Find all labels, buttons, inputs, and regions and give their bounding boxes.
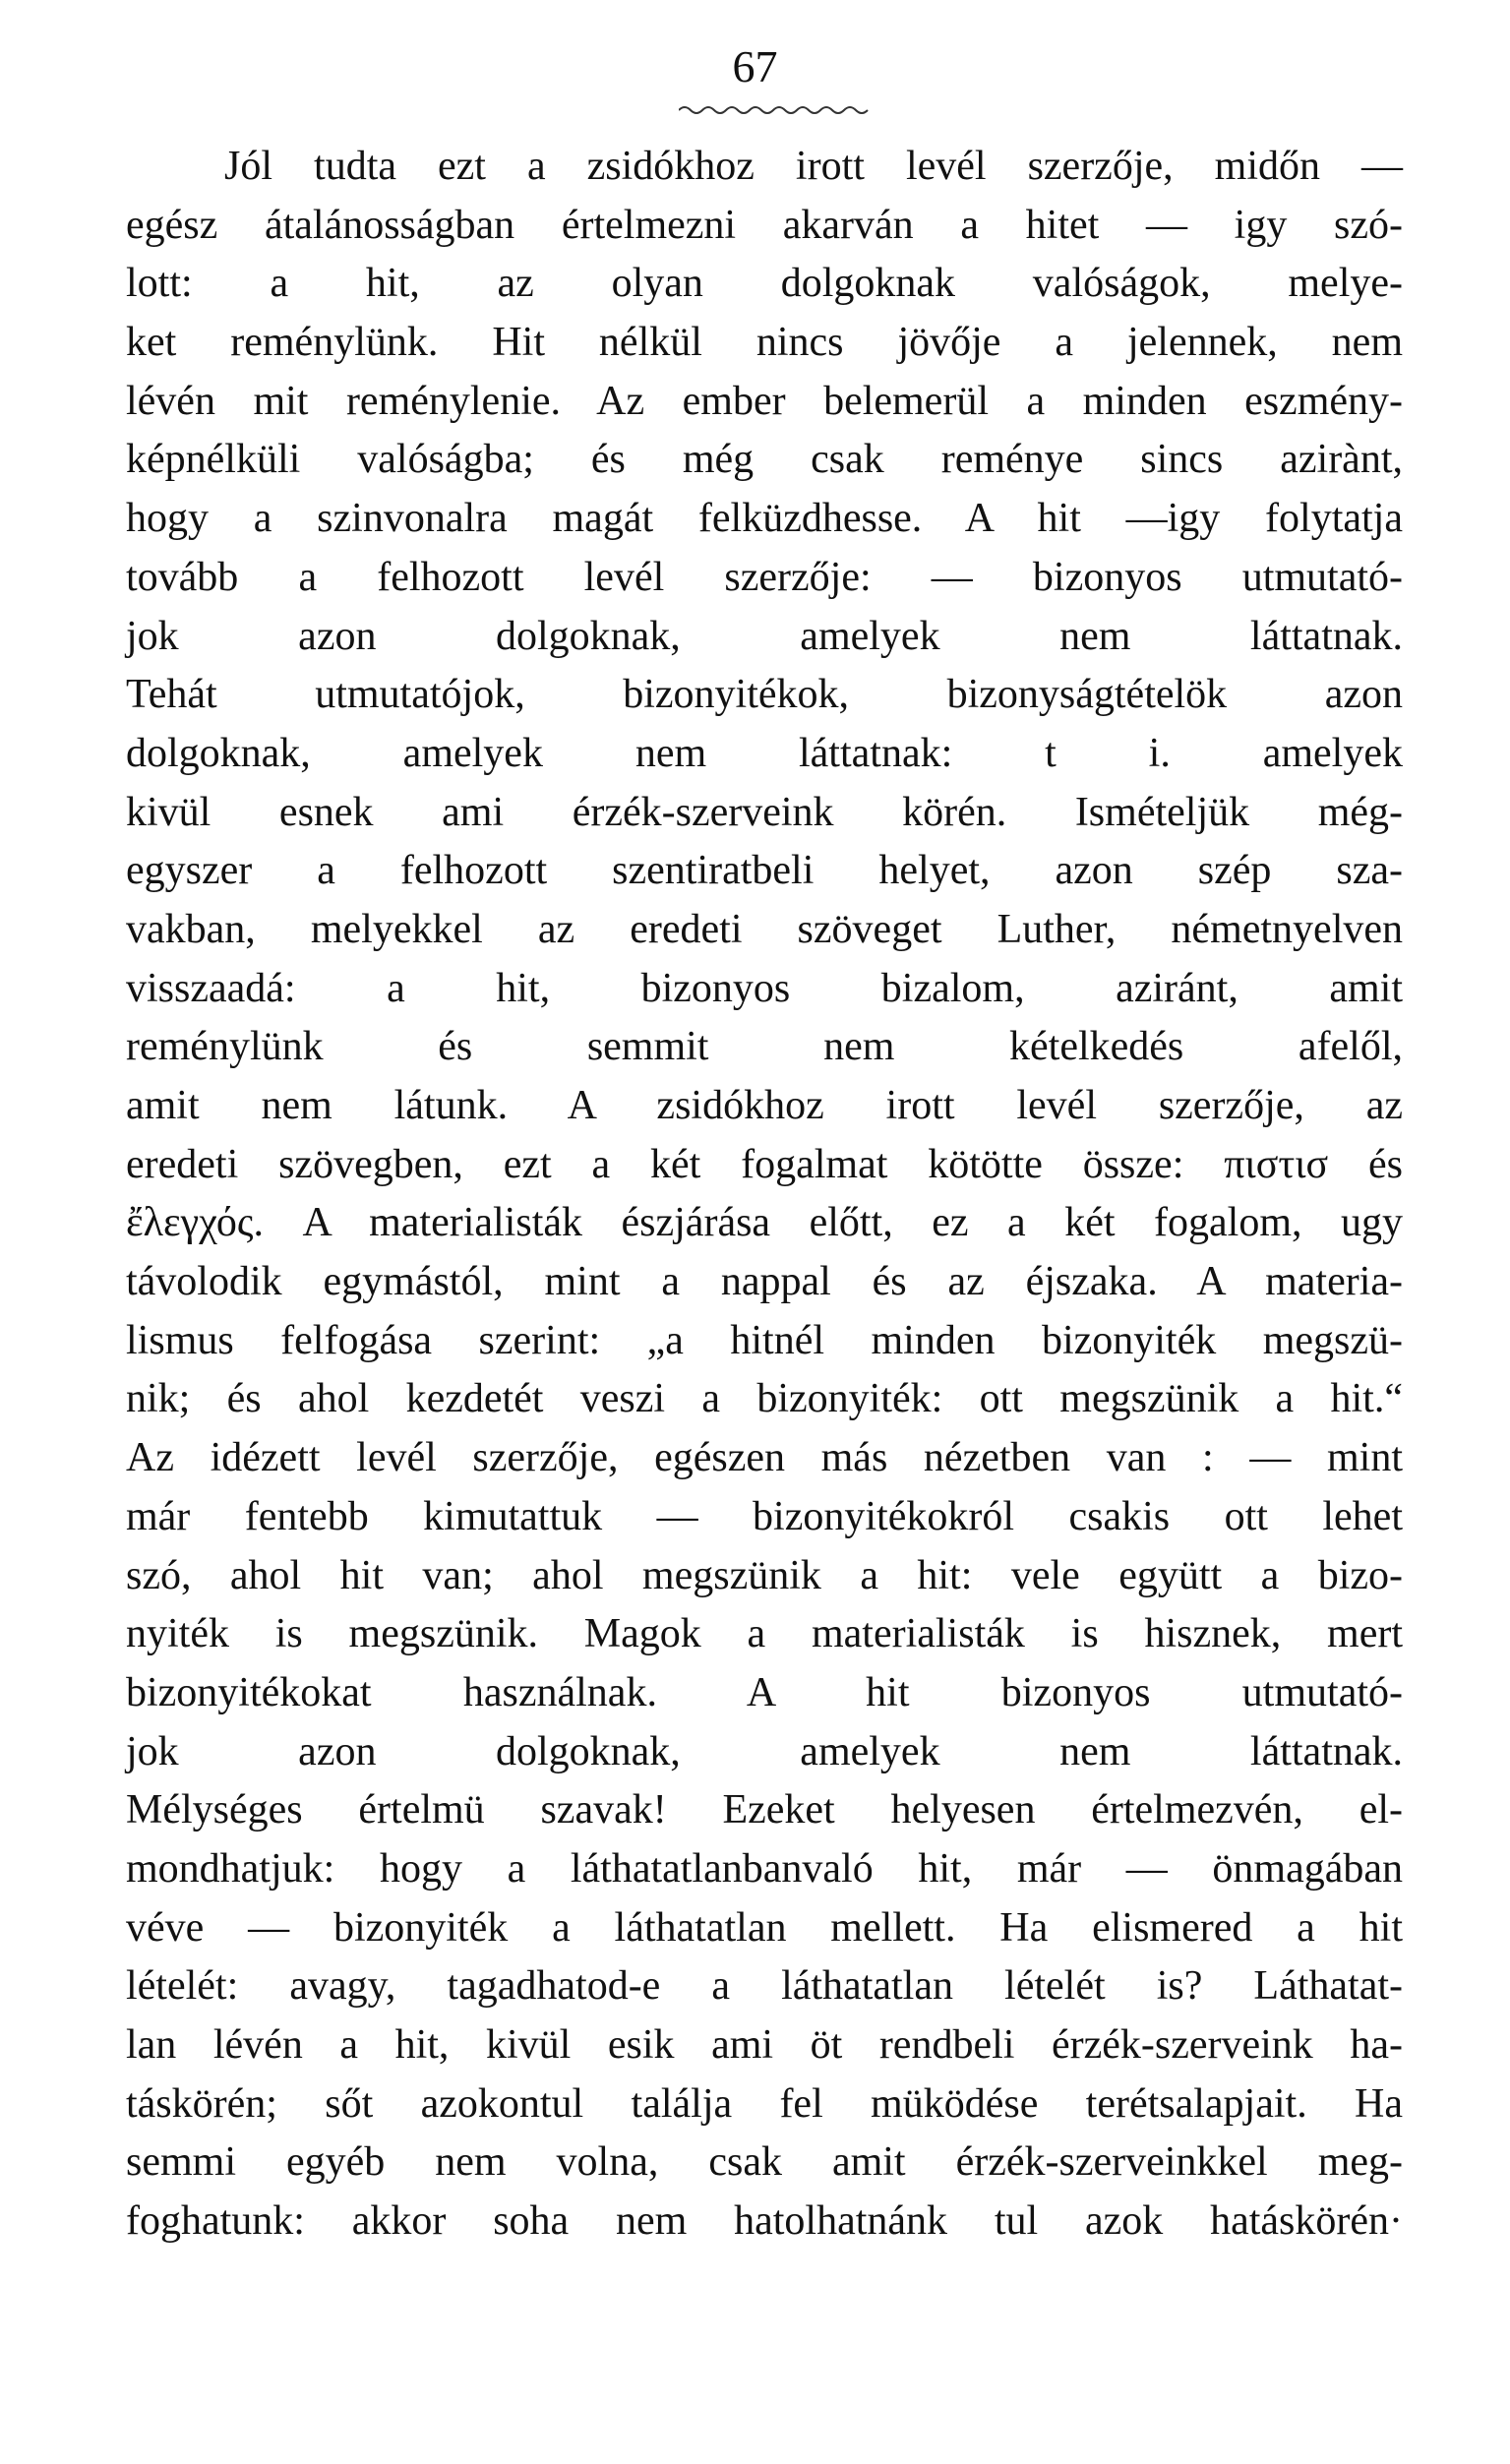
text-line: eredeti szövegben, ezt a két fogalmat kötötte össze: πιστισ és xyxy=(126,1141,1403,1187)
text-line: Az idézett levél szerzője, egészen más nézetben van : — mint xyxy=(126,1435,1403,1481)
text-line: tovább a felhozott levél szerzője: — bizonyos utmutató- xyxy=(126,554,1403,600)
text-line: Mélységes értelmü szavak! Ezeket helyesen értelmezvén, el- xyxy=(126,1787,1403,1833)
text-line: Tehát utmutatójok, bizonyitékok, bizonyságtételök azon xyxy=(126,672,1403,718)
text-line: lismus felfogása szerint: „a hitnél minden bizonyiték megszü- xyxy=(126,1317,1403,1363)
text-line: egyszer a felhozott szentiratbeli helyet, azon szép sza- xyxy=(126,848,1403,894)
text-line: kivül esnek ami érzék-szerveink körén. Ismételjük még- xyxy=(126,789,1403,835)
text-line: lan lévén a hit, kivül esik ami öt rendbeli érzék-szerveink ha- xyxy=(126,2022,1403,2068)
text-line: visszaadá: a hit, bizonyos bizalom, aziránt, amit xyxy=(126,965,1403,1011)
text-line: jok azon dolgoknak, amelyek nem láttatnak. xyxy=(126,613,1403,659)
text-line: vakban, melyekkel az eredeti szöveget Luther, németnyelven xyxy=(126,906,1403,952)
text-line: távolodik egymástól, mint a nappal és az éjszaka. A materia- xyxy=(126,1259,1403,1305)
text-line: lételét: avagy, tagadhatod-e a láthatatlan lételét is? Láthatat- xyxy=(126,1963,1403,2010)
text-line: egész átalánosságban értelmezni akarván a hitet — igy szó- xyxy=(126,202,1403,248)
text-line: szó, ahol hit van; ahol megszünik a hit: vele együtt a bizo- xyxy=(126,1552,1403,1598)
text-line: ket reménylünk. Hit nélkül nincs jövője a jelennek, nem xyxy=(126,320,1403,366)
text-line: amit nem látunk. A zsidókhoz irott levél szerzője, az xyxy=(126,1083,1403,1128)
text-line: mondhatjuk: hogy a láthatatlanbanvaló hit, már — önmagában xyxy=(126,1845,1403,1892)
page-number: 67 xyxy=(732,41,778,91)
text-line: lott: a hit, az olyan dolgoknak valóságok, melye- xyxy=(126,261,1403,307)
text-line: nik; és ahol kezdetét veszi a bizonyiték: ott megszünik a hit.“ xyxy=(126,1376,1403,1422)
text-line: nyiték is megszünik. Magok a materialisták is hisznek, mert xyxy=(126,1611,1403,1657)
text-line: véve — bizonyiték a láthatatlan mellett. Ha elismered a hit xyxy=(126,1904,1403,1951)
text-line: jok azon dolgoknak, amelyek nem láttatnak. xyxy=(126,1728,1403,1774)
text-line: reménylünk és semmit nem kételkedés afelől, xyxy=(126,1024,1403,1070)
text-line: hogy a szinvonalra magát felküzdhesse. A hit —igy folytatja xyxy=(126,496,1403,542)
text-line: táskörén; sőt azokontul találja fel müködése terétsalapjait. Ha xyxy=(126,2080,1403,2127)
text-line: dolgoknak, amelyek nem láttatnak: t i. amelyek xyxy=(126,730,1403,776)
text-line: ἔλεγχός. A materialisták észjárása előtt, ez a két fogalom, ugy xyxy=(126,1200,1403,1246)
text-line: foghatunk: akkor soha nem hatolhatnánk tul azok hatáskörén· xyxy=(126,2198,1403,2245)
wavy-ornament-icon xyxy=(679,102,876,118)
text-line: már fentebb kimutattuk — bizonyitékokról csakis ott lehet xyxy=(126,1493,1403,1539)
text-line: képnélküli valóságba; és még csak reménye sincs azirànt, xyxy=(126,437,1403,483)
text-line: lévén mit reménylenie. Az ember belemerül a minden eszmény- xyxy=(126,378,1403,424)
text-line: bizonyitékokat használnak. A hit bizonyos utmutató- xyxy=(126,1669,1403,1715)
text-line: semmi egyéb nem volna, csak amit érzék-szerveinkkel meg- xyxy=(126,2139,1403,2186)
body-text xyxy=(126,138,1403,2252)
text-line: Jól tudta ezt a zsidókhoz irott levél szerzője, midőn — xyxy=(224,144,1403,189)
